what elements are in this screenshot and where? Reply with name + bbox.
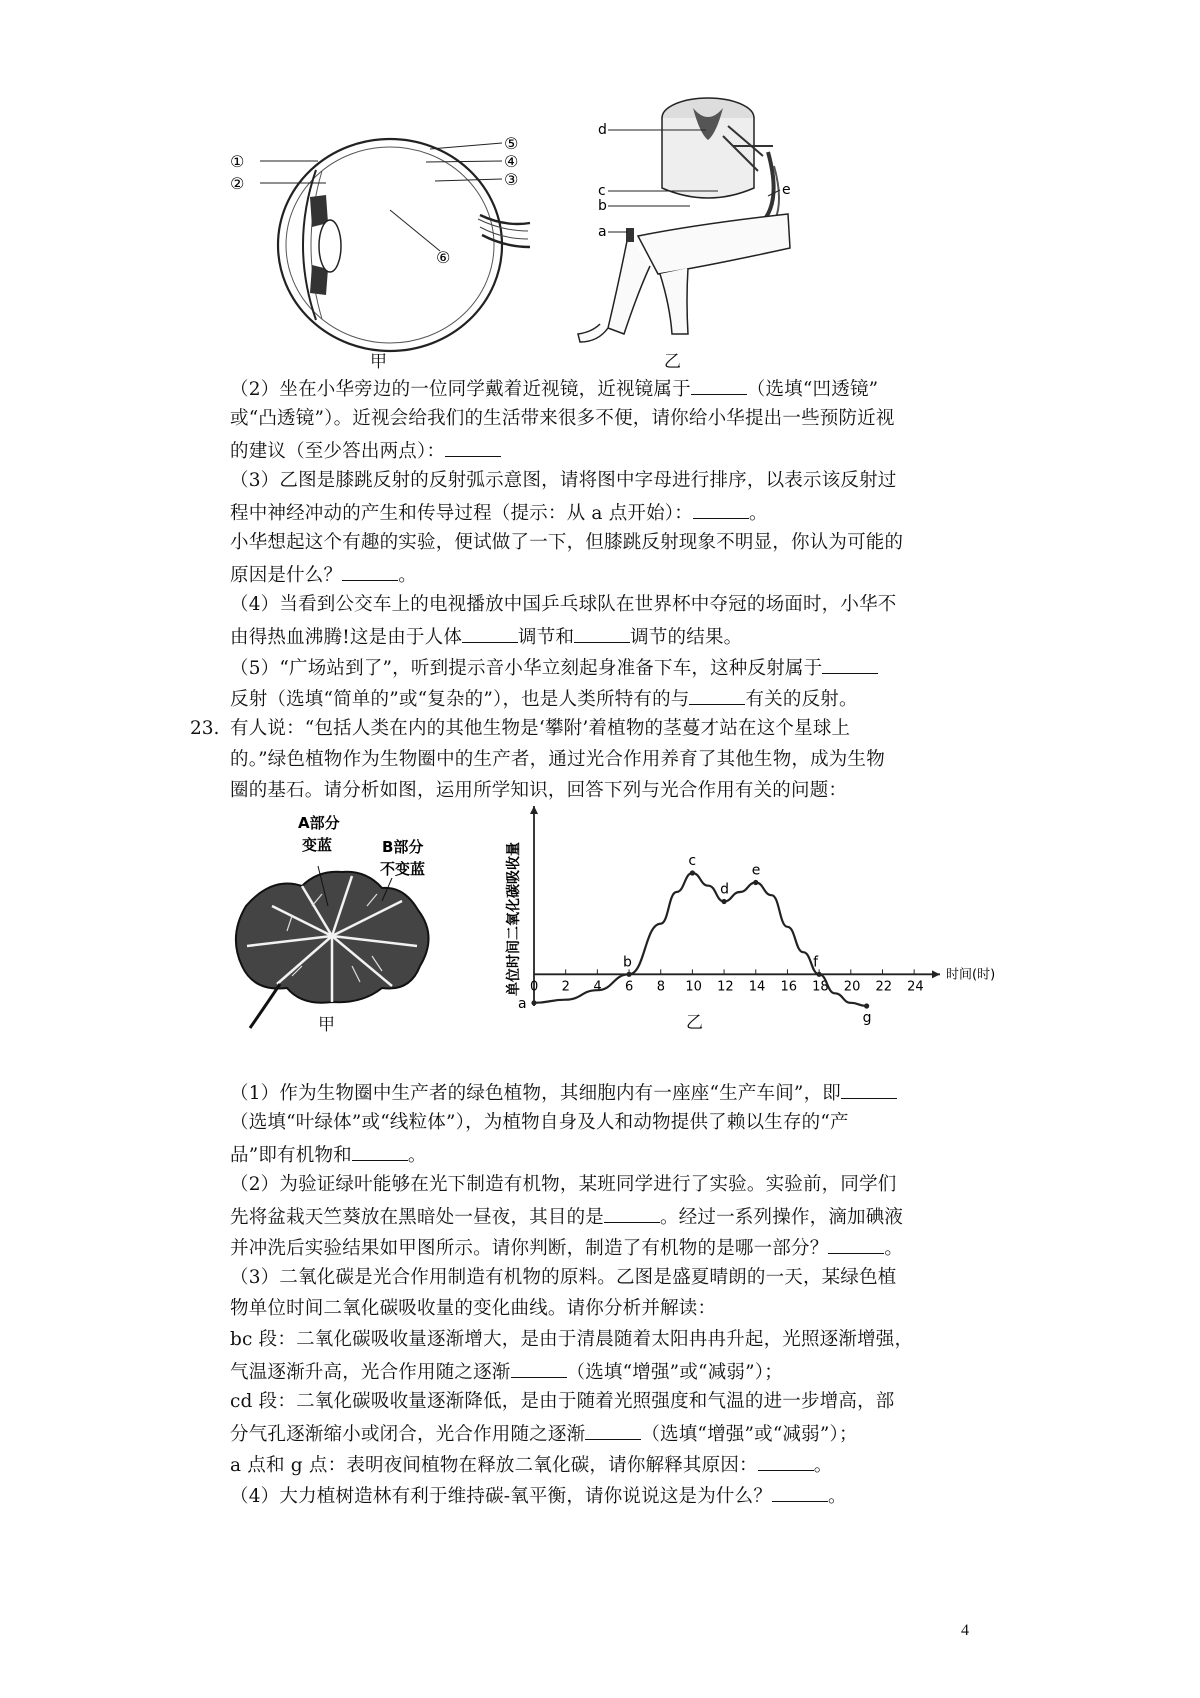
co2-x-tick-label: 10 (685, 979, 702, 995)
reflex-caption: 乙 (664, 352, 681, 372)
co2-point-f (817, 972, 822, 977)
reflex-label-e: e (782, 182, 791, 198)
leaf-label-b-2: 不变蓝 (380, 860, 426, 878)
eyeball-inner (286, 147, 494, 343)
co2-x-tick-label: 14 (748, 979, 766, 995)
eye-label-1: ① (230, 152, 245, 171)
q22-p4-line1: （4）当看到公交车上的电视播放中国乒乓球队在世界杯中夺冠的场面时，小华不 (230, 594, 897, 615)
reflex-label-d: d (598, 122, 607, 138)
eye-label-2: ② (230, 174, 245, 193)
co2-x-tick-label: 24 (907, 979, 924, 995)
q22-p3-line3: 小华想起这个有趣的实验，便试做了一下，但膝跳反射现象不明显，你认为可能的 (230, 532, 904, 553)
blank-reflex-order[interactable] (693, 500, 749, 519)
foot (578, 324, 608, 342)
q22-p3-line4: 原因是什么？ 。 (230, 562, 417, 588)
blank-myopia-advice[interactable] (445, 438, 501, 457)
q23-number: 23. (190, 718, 220, 739)
q22-p2-line3: 的建议（至少答出两点）： (230, 438, 501, 464)
co2-point-g (864, 1003, 869, 1008)
q22-p2-line2: 或“凸透镜”）。近视会给我们的生活带来很多不便，请你给小华提出一些预防近视 (230, 408, 895, 429)
reflex-label-c: c (598, 183, 606, 199)
eye-label-5: ⑤ (504, 134, 519, 153)
leaf-label-a-2: 变蓝 (302, 836, 333, 854)
co2-x-tick-label: 0 (530, 979, 539, 995)
eyeball-outline (278, 139, 502, 351)
co2-point-a (531, 1000, 536, 1005)
blank-lens-type[interactable] (691, 376, 747, 395)
co2-point-e (753, 880, 758, 885)
q23-p3-line6: 分气孔逐渐缩小或闭合，光合作用随之逐渐 （选填“增强”或“减弱”）； (230, 1421, 858, 1447)
co2-chart (490, 796, 996, 1036)
eye-label-4: ④ (504, 152, 519, 171)
co2-point-b (626, 972, 631, 977)
blank-organelle[interactable] (841, 1080, 897, 1099)
blank-night-reason[interactable] (758, 1452, 814, 1471)
co2-point-label-c: c (688, 853, 697, 869)
q22-p3-line1: （3）乙图是膝跳反射的反射弧示意图，请将图中字母进行排序，以表示该反射过 (230, 470, 897, 491)
co2-point-label-e: e (751, 862, 761, 879)
co2-x-tick-label: 2 (561, 979, 570, 995)
blank-regulation-2[interactable] (574, 624, 630, 643)
q23-p3-line7: a 点和 g 点：表明夜间植物在释放二氧化碳，请你解释其原因： 。 (230, 1452, 832, 1478)
co2-point-d (721, 899, 726, 904)
co2-x-tick-label: 8 (656, 979, 666, 995)
q23-p2-line2: 先将盆栽天竺葵放在黑暗处一昼夜，其目的是 。经过一系列操作，滴加碘液 (230, 1204, 903, 1230)
reflex-label-a: a (598, 224, 607, 240)
reflex-label-b: b (598, 198, 607, 214)
leaf-label-b-1: B部分 (382, 838, 424, 856)
q23-p1-line2: （选填“叶绿体”或“线粒体”），为植物自身及人和动物提供了赖以生存的“产 (230, 1112, 849, 1133)
co2-y-axis-label: 单位时间二氧化碳吸收量 (506, 842, 522, 996)
q22-p5-line1: （5）“广场站到了”，听到提示音小华立刻起身准备下车，这种反射属于 (230, 655, 878, 681)
co2-point-label-b: b (623, 954, 632, 971)
q22-p5-line2: 反射（选填“简单的”或“复杂的”），也是人类所特有的与 有关的反射。 (230, 686, 858, 712)
co2-x-tick-label: 6 (625, 979, 634, 995)
lens (319, 220, 341, 272)
co2-x-tick-label: 4 (593, 979, 602, 995)
q23-p3-line2: 物单位时间二氧化碳吸收量的变化曲线。请你分析并解读： (230, 1298, 717, 1319)
q23-p1-line3: 品”即有机物和 。 (230, 1142, 427, 1168)
q23-p2-line3: 并冲洗后实验结果如甲图所示。请你判断，制造了有机物的是哪一部分？ 。 (230, 1235, 903, 1261)
q22-p2-line1: （2）坐在小华旁边的一位同学戴着近视镜，近视镜属于 （选填“凹透镜” (230, 376, 878, 402)
q22-p3-line2: 程中神经冲动的产生和传导过程（提示：从 a 点开始）： 。 (230, 500, 768, 526)
blank-product[interactable] (352, 1142, 408, 1161)
blank-organic-part[interactable] (828, 1235, 884, 1254)
co2-x-axis-label: 时间(时) (946, 967, 996, 983)
co2-x-axis-arrow (932, 970, 940, 978)
leaf-stem (250, 984, 280, 1028)
q23-intro-line1: 有人说：“包括人类在内的其他生物是‘攀附’着植物的茎蔓才站在这个星球上 (230, 718, 851, 739)
q22-p4-line2: 由得热血沸腾!这是由于人体 调节和 调节的结果。 (230, 624, 742, 650)
q23-intro-line3: 圈的基石。请分析如图，运用所学知识，回答下列与光合作用有关的问题： (230, 780, 848, 801)
co2-y-axis-arrow (530, 806, 538, 814)
eye-diagram (230, 115, 530, 345)
q23-p3-line1: （3）二氧化碳是光合作用制造有机物的原料。乙图是盛夏晴朗的一天，某绿色植 (230, 1267, 897, 1288)
blank-bc-trend[interactable] (511, 1359, 567, 1378)
co2-x-tick-label: 16 (780, 979, 797, 995)
q23-p1-line1: （1）作为生物圈中生产者的绿色植物，其细胞内有一座座“生产车间”，即 (230, 1080, 897, 1106)
leaf-figure (232, 806, 472, 1036)
blank-reflex-reason[interactable] (342, 562, 398, 581)
co2-point-c (690, 870, 695, 875)
other-leg (660, 268, 688, 334)
eye-label-3: ③ (504, 170, 519, 189)
co2-x-tick-label: 20 (843, 979, 861, 995)
leaf-caption: 甲 (318, 1015, 335, 1035)
co2-point-label-g: g (862, 1010, 872, 1026)
q23-p2-line1: （2）为验证绿叶能够在光下制造有机物，某班同学进行了实验。实验前，同学们 (230, 1174, 897, 1195)
q23-p3-line5: cd 段：二氧化碳吸收量逐渐降低，是由于随着光照强度和气温的进一步增高，部 (230, 1391, 895, 1412)
label-line-5 (430, 143, 502, 149)
co2-caption: 乙 (686, 1013, 703, 1033)
eye-caption: 甲 (370, 352, 387, 372)
leaf-label-a-1: A部分 (298, 814, 340, 832)
co2-x-tick-label: 22 (875, 979, 893, 995)
blank-regulation-1[interactable] (462, 624, 518, 643)
lower-leg (608, 236, 650, 334)
label-line-4 (426, 161, 502, 162)
q23-p3-line4: 气温逐渐升高，光合作用随之逐渐 （选填“增强”或“减弱”）； (230, 1359, 783, 1385)
thigh (638, 214, 790, 274)
knee-hammer (626, 228, 634, 242)
blank-dark-purpose[interactable] (604, 1204, 660, 1223)
q23-intro-line2: 的。”绿色植物作为生物圈中的生产者，通过光合作用养育了其他生物，成为生物 (230, 749, 885, 770)
blank-reflex-kind[interactable] (822, 655, 878, 674)
label-line-6 (390, 210, 440, 251)
blank-afforestation[interactable] (772, 1483, 828, 1502)
q23-p4-line1: （4）大力植树造林有利于维持碳-氧平衡，请你说说这是为什么？ 。 (230, 1483, 847, 1509)
reflex-arc-diagram (598, 96, 808, 346)
cornea (303, 170, 316, 320)
co2-x-tick-label: 12 (717, 979, 734, 995)
co2-point-label-d: d (720, 881, 729, 898)
co2-point-label-f: f (813, 954, 819, 971)
eye-label-6: ⑥ (436, 248, 451, 267)
blank-reflex-related[interactable] (689, 686, 745, 705)
co2-point-label-a: a (518, 995, 527, 1012)
blank-cd-trend[interactable] (585, 1421, 641, 1440)
q23-p3-line3: bc 段：二氧化碳吸收量逐渐增大，是由于清晨随着太阳冉冉升起，光照逐渐增强， (230, 1329, 914, 1350)
co2-x-tick-label: 18 (812, 979, 829, 995)
page-number: 4 (961, 1622, 969, 1639)
